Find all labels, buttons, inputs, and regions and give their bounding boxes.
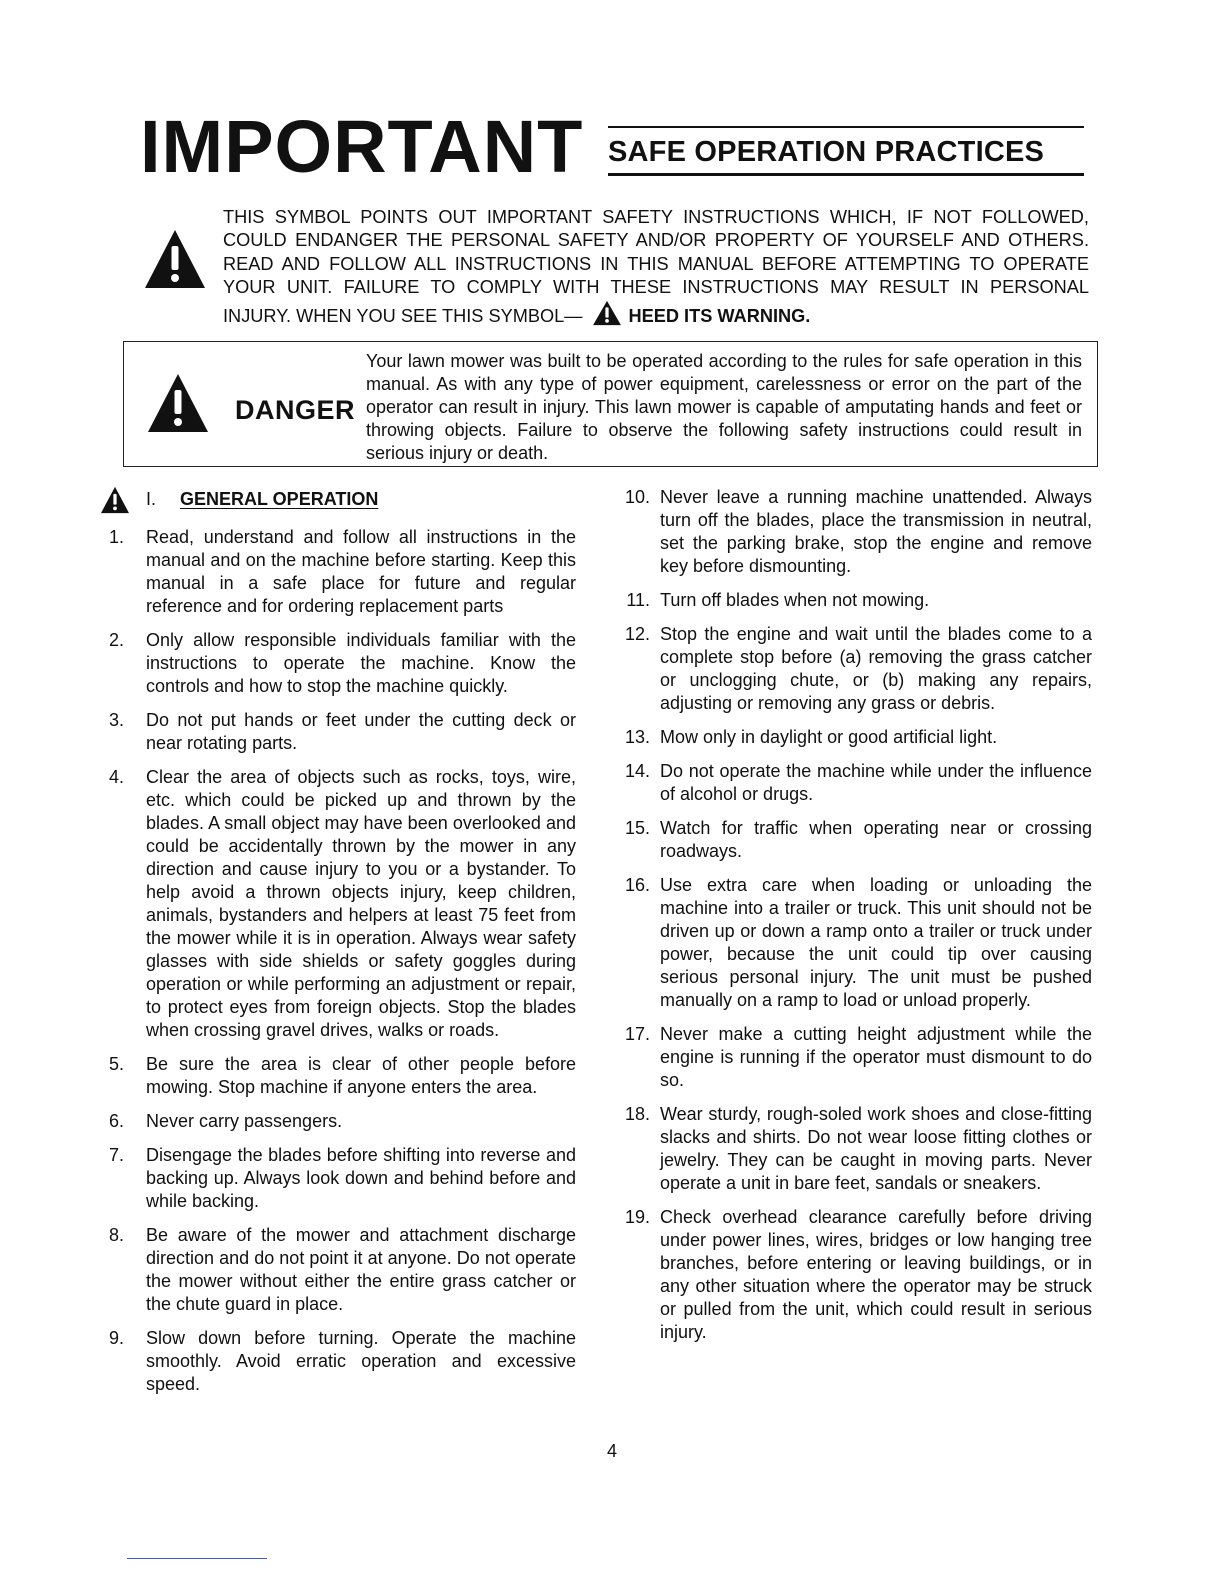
item-number: 13. bbox=[624, 727, 650, 747]
item-number: 15. bbox=[624, 818, 650, 838]
item-number: 6. bbox=[108, 1111, 124, 1131]
item-number: 7. bbox=[108, 1145, 124, 1165]
section-warning-icon bbox=[100, 486, 130, 514]
list-item bbox=[610, 1103, 1092, 1195]
danger-box bbox=[123, 341, 1098, 467]
list-item bbox=[100, 526, 576, 618]
list-item bbox=[100, 1110, 576, 1133]
item-text: Turn off blades when not mowing. bbox=[660, 590, 930, 610]
item-text: Check overhead clearance carefully before driving under power lines, wires, bridges or low hanging tree branches, before entering or leaving buildings, or in any other situation where the operator may be struck or pulled from the unit, which could result in serious injury. bbox=[660, 1207, 1092, 1342]
item-text: Wear sturdy, rough-soled work shoes and close-fitting slacks and shirts. Do not wear loose fitting clothes or jewelry. They can be caught in moving parts. Never operate a unit in bare feet, sandals or sneakers. bbox=[660, 1104, 1092, 1193]
page-number: 4 bbox=[606, 1441, 617, 1461]
list-item bbox=[610, 760, 1092, 806]
item-text: Watch for traffic when operating near or crossing roadways. bbox=[660, 818, 1092, 861]
item-number: 9. bbox=[108, 1328, 124, 1348]
item-number: 17. bbox=[624, 1024, 650, 1044]
item-text: Be sure the area is clear of other people before mowing. Stop machine if anyone enters the area. bbox=[146, 1054, 576, 1097]
list-item bbox=[610, 1023, 1092, 1092]
list-item bbox=[100, 1144, 576, 1213]
danger-label: DANGER bbox=[235, 395, 356, 425]
list-item bbox=[100, 1053, 576, 1099]
danger-text: Your lawn mower was built to be operated according to the rules for safe operation in this manual. As with any type of power equipment, carelessness or error on the part of the operator can result in injury. This lawn mower is capable of amputating hands and feet or throwing objects. Failure to observe the following safety instructions could result in serious injury or death. bbox=[366, 351, 1082, 463]
danger-triangle-icon bbox=[146, 372, 210, 434]
section-heading bbox=[100, 486, 576, 516]
right-column bbox=[610, 486, 1092, 1355]
item-text: Use extra care when loading or unloading the machine into a trailer or truck. This unit should not be driven up or down a ramp onto a trailer or truck under power, because the unit could tip over causing serious personal injury. The unit must be pushed manually on a ramp to load or unload properly. bbox=[660, 875, 1092, 1010]
left-column bbox=[100, 486, 576, 1407]
safe-practices-header bbox=[608, 126, 1084, 176]
list-item bbox=[100, 1224, 576, 1316]
item-text: Never leave a running machine unattended. Always turn off the blades, place the transmission in neutral, set the parking brake, stop the engine and remove key before dismounting. bbox=[660, 487, 1092, 576]
list-item bbox=[610, 623, 1092, 715]
list-item bbox=[100, 766, 576, 1042]
item-text: Do not put hands or feet under the cutting deck or near rotating parts. bbox=[146, 710, 576, 753]
item-number: 3. bbox=[108, 710, 124, 730]
safety-symbol-notice bbox=[223, 206, 1089, 328]
item-number: 2. bbox=[108, 630, 124, 650]
list-item bbox=[100, 629, 576, 698]
section-number: I. bbox=[146, 489, 157, 509]
item-number: 18. bbox=[624, 1104, 650, 1124]
list-item bbox=[610, 1206, 1092, 1344]
item-text: Stop the engine and wait until the blades come to a complete stop before (a) removing the grass catcher or unclogging chute, or (b) making any repairs, adjusting or removing any grass or debris. bbox=[660, 624, 1092, 713]
item-text: Slow down before turning. Operate the machine smoothly. Avoid erratic operation and excessive speed. bbox=[146, 1328, 576, 1394]
item-text: Never make a cutting height adjustment while the engine is running if the operator must dismount to do so. bbox=[660, 1024, 1092, 1090]
item-number: 19. bbox=[624, 1207, 650, 1227]
item-number: 14. bbox=[624, 761, 650, 781]
item-number: 8. bbox=[108, 1225, 124, 1245]
item-text: Only allow responsible individuals familiar with the instructions to operate the machine. Know the controls and how to stop the machine quickly. bbox=[146, 630, 576, 696]
item-text: Disengage the blades before shifting into reverse and backing up. Always look down and behind before and while backing. bbox=[146, 1145, 576, 1211]
warning-symbol-icon bbox=[592, 300, 622, 326]
item-number: 12. bbox=[624, 624, 650, 644]
safe-practices-title: SAFE OPERATION PRACTICES bbox=[608, 136, 1045, 168]
safety-symbol-notice-text: THIS SYMBOL POINTS OUT IMPORTANT SAFETY INSTRUCTIONS WHICH, IF NOT FOLLOWED, COULD ENDANGER THE PERSONAL SAFETY AND/OR PROPERTY OF YOURSELF AND OTHERS. READ AND FOLLOW ALL INSTRUCTIONS IN THIS MANUAL BEFORE ATTEMPTING TO OPERATE YOUR UNIT. FAILURE TO COMPLY WITH THESE INSTRUCTIONS MAY RESULT IN PERSONAL INJURY. WHEN YOU SEE THIS SYMBOL— bbox=[223, 207, 1089, 326]
list-item bbox=[100, 709, 576, 755]
item-number: 10. bbox=[624, 487, 650, 507]
item-number: 16. bbox=[624, 875, 650, 895]
item-text: Read, understand and follow all instructions in the manual and on the machine before starting. Keep this manual in a safe place for future and regular reference and for ordering replacement parts bbox=[146, 527, 576, 616]
item-text: Do not operate the machine while under the influence of alcohol or drugs. bbox=[660, 761, 1092, 804]
section-title: GENERAL OPERATION bbox=[180, 489, 379, 509]
list-item bbox=[100, 1327, 576, 1396]
list-item bbox=[610, 874, 1092, 1012]
item-text: Be aware of the mower and attachment discharge direction and do not point it at anyone. Do not operate the mower without either the entire grass catcher or the chute guard in place. bbox=[146, 1225, 576, 1314]
item-text: Never carry passengers. bbox=[146, 1111, 343, 1131]
item-number: 4. bbox=[108, 767, 124, 787]
list-item bbox=[610, 589, 1092, 612]
item-text: Clear the area of objects such as rocks, toys, wire, etc. which could be picked up and thrown by the blades. A small object may have been overlooked and could be accidentally thrown by the mower in any direction and cause injury to you or a bystander. To help avoid a thrown objects injury, keep children, animals, bystanders and helpers at least 75 feet from the mower while it is in operation. Always wear safety glasses with side shields or safety goggles during operation or while performing an adjustment or repair, to protect eyes from foreign objects. Stop the blades when crossing gravel drives, walks or roads. bbox=[146, 767, 576, 1040]
item-number: 1. bbox=[108, 527, 124, 547]
footer-rule bbox=[127, 1558, 267, 1559]
heed-warning-text: HEED ITS WARNING. bbox=[628, 305, 811, 326]
item-text: Mow only in daylight or good artificial light. bbox=[660, 727, 998, 747]
list-item bbox=[610, 817, 1092, 863]
warning-triangle-icon bbox=[143, 228, 207, 290]
list-item bbox=[610, 726, 1092, 749]
list-item bbox=[610, 486, 1092, 578]
item-number: 11. bbox=[626, 590, 650, 610]
important-title: IMPORTANT bbox=[140, 105, 584, 188]
item-number: 5. bbox=[108, 1054, 124, 1074]
